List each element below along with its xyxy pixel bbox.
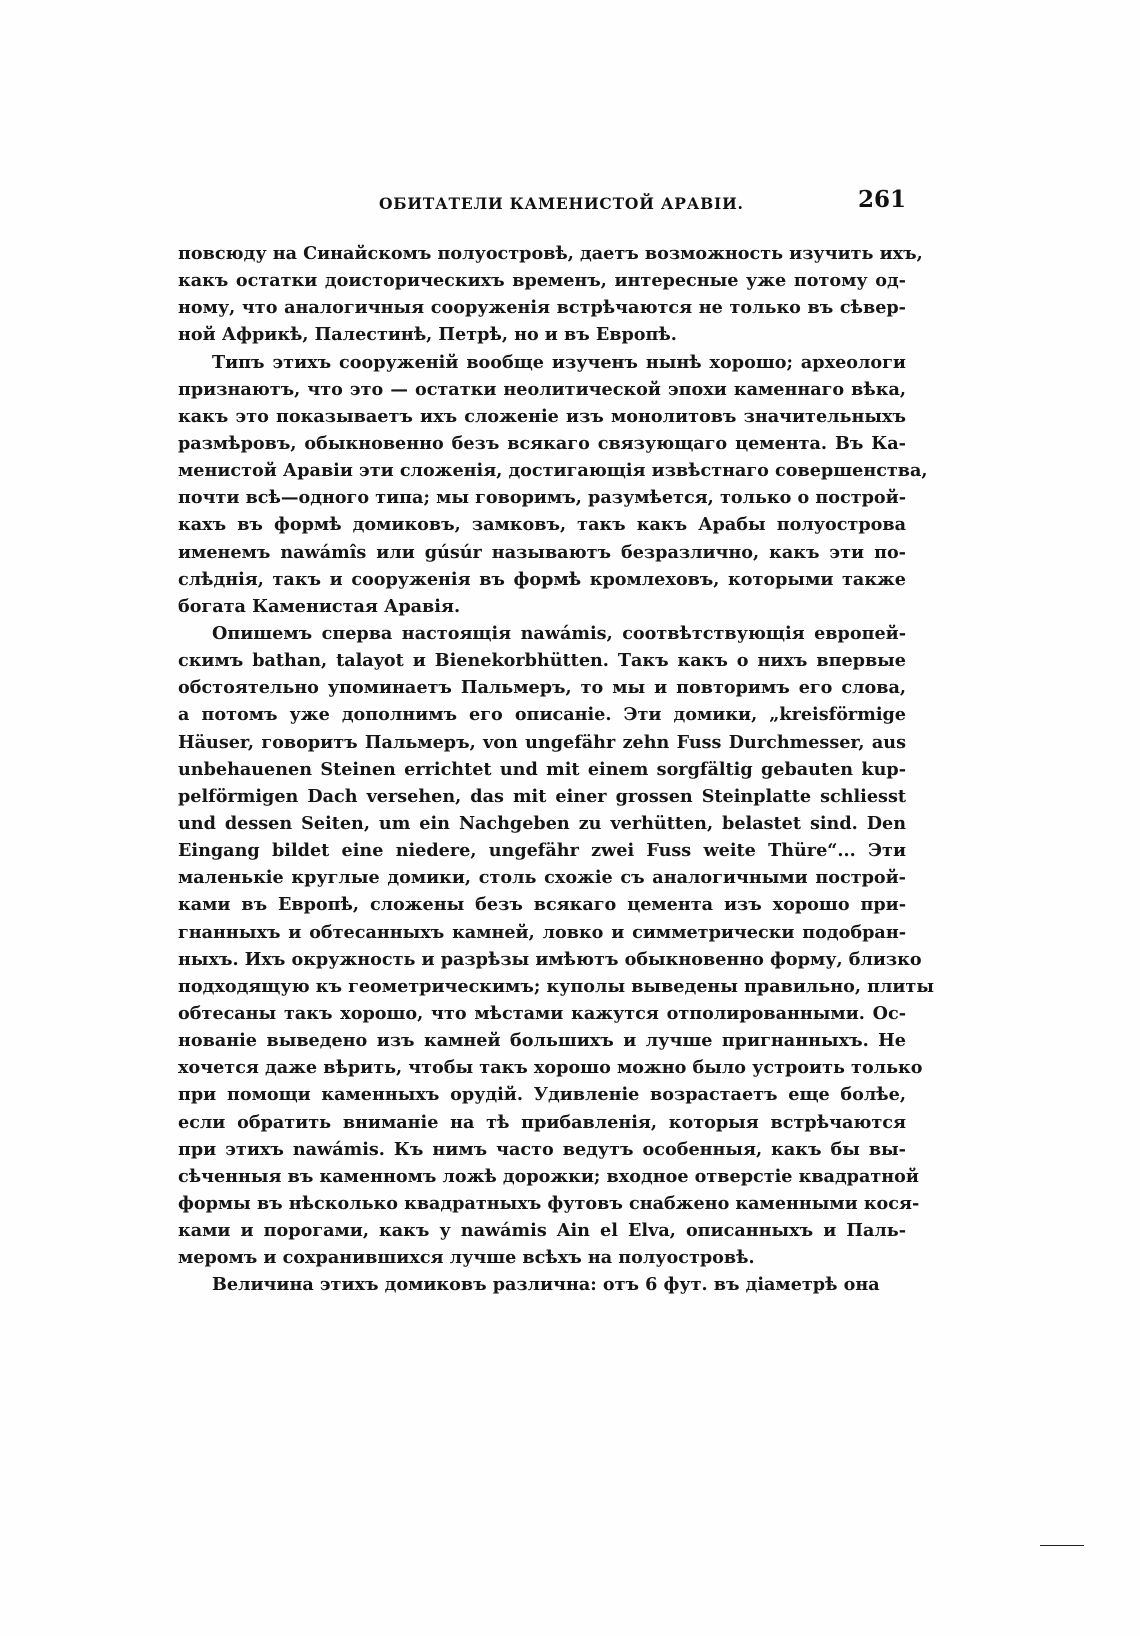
text-line: ному, что аналогичныя сооруженія встрѣчаются не только въ сѣвер- bbox=[178, 297, 906, 319]
text-line: подходящую къ геометрическимъ; куполы выведены правильно, плиты bbox=[178, 975, 934, 997]
text-line: формы въ нѣсколько квадратныхъ футовъ снабжено каменными кося- bbox=[178, 1192, 920, 1214]
text-line: слѣднія, такъ и сооруженія въ формѣ кромлеховъ, которыми также bbox=[178, 568, 906, 590]
page-number: 261 bbox=[857, 186, 906, 213]
text-line: ками и порогами, какъ у nawámis Ain el Elva, описанныхъ и Паль- bbox=[178, 1220, 906, 1242]
text-line: скимъ bathan, talayot и Bienekorbhütten. Такъ какъ о нихъ впервые bbox=[178, 650, 906, 672]
text-line: Опишемъ сперва настоящія nawámis, соотвѣтствующія европей- bbox=[212, 622, 906, 644]
text-line: при помощи каменныхъ орудій. Удивленіе возрастаетъ еще болѣе, bbox=[178, 1084, 906, 1106]
text-line: повсюду на Синайскомъ полуостровѣ, даетъ возможность изучить ихъ, bbox=[178, 243, 923, 264]
text-line: при этихъ nawámis. Къ нимъ часто ведутъ особенныя, какъ бы вы- bbox=[178, 1138, 906, 1160]
text-line: гнанныхъ и обтесанныхъ камней, ловко и симметрически подобран- bbox=[178, 921, 906, 943]
text-line: какъ остатки доисторическихъ временъ, интересные уже потому од- bbox=[178, 270, 906, 292]
paragraph bbox=[178, 1271, 906, 1298]
paragraph bbox=[178, 349, 928, 620]
footer-rule bbox=[1040, 1545, 1084, 1546]
text-line: Häuser, говоритъ Пальмеръ, von ungefähr zehn Fuss Durchmesser, aus bbox=[178, 731, 906, 753]
text-line: меромъ и сохранившихся лучше всѣхъ на полуостровѣ. bbox=[178, 1247, 755, 1269]
page-header bbox=[178, 186, 906, 226]
text-line: менистой Аравіи эти сложенія, достигающія извѣстнаго совершенства, bbox=[178, 460, 928, 482]
text-line: а потомъ уже дополнимъ его описаніе. Эти домики, „kreisförmige bbox=[178, 704, 906, 726]
text-line: обстоятельно упоминаетъ Пальмеръ, то мы и повторимъ его слова, bbox=[178, 677, 906, 699]
text-line: размѣровъ, обыкновенно безъ всякаго связующаго цемента. Въ Ка- bbox=[178, 432, 906, 454]
text-line: ныхъ. Ихъ окружность и разрѣзы имѣютъ обыкновенно форму, близко bbox=[178, 948, 922, 970]
text-line: pelförmigen Dach versehen, das mit einer grossen Steinplatte schliesst bbox=[178, 785, 906, 807]
text-line: Типъ этихъ сооруженій вообще изученъ нынѣ хорошо; археологи bbox=[212, 351, 906, 373]
text-line: почти всѣ—одного типа; мы говоримъ, разумѣется, только о построй- bbox=[178, 487, 906, 509]
running-head: ОБИТАТЕЛИ КАМЕНИСТОЙ АРАВІИ. bbox=[379, 194, 744, 213]
text-line: und dessen Seiten, um ein Nachgeben zu verhütten, belastet sind. Den bbox=[178, 812, 906, 834]
text-line: хочется даже вѣрить, чтобы такъ хорошо можно было устроить только bbox=[178, 1057, 923, 1079]
text-line: богата Каменистая Аравія. bbox=[178, 595, 461, 617]
text-line: Величина этихъ домиковъ различна: отъ 6 фут. въ діаметрѣ она bbox=[212, 1274, 880, 1296]
text-line: маленькіе круглые домики, столь схожіе съ аналогичными построй- bbox=[178, 867, 906, 889]
paragraph bbox=[178, 620, 934, 1271]
text-line: обтесаны такъ хорошо, что мѣстами кажутся отполированными. Ос- bbox=[178, 1002, 906, 1024]
body-text bbox=[178, 240, 934, 1298]
text-line: ной Африкѣ, Палестинѣ, Петрѣ, но и въ Европѣ. bbox=[178, 324, 677, 346]
text-line: ками въ Европѣ, сложены безъ всякаго цемента изъ хорошо при- bbox=[178, 894, 906, 916]
text-line: нованіе выведено изъ камней большихъ и лучше пригнанныхъ. Не bbox=[178, 1030, 906, 1052]
text-line: если обратить вниманіе на тѣ прибавленія, которыя встрѣчаются bbox=[178, 1111, 906, 1133]
text-line: какъ это показываетъ ихъ сложеніе изъ монолитовъ значительныхъ bbox=[178, 405, 906, 427]
text-line: сѣченныя въ каменномъ ложѣ дорожки; входное отверстіе квадратной bbox=[178, 1165, 919, 1187]
text-line: кахъ въ формѣ домиковъ, замковъ, такъ какъ Арабы полуострова bbox=[178, 514, 906, 536]
text-line: Eingang bildet eine niedere, ungefähr zwei Fuss weite Thüre“... Эти bbox=[178, 840, 906, 862]
text-line: unbehauenen Steinen errichtet und mit einem sorgfältig gebauten kup- bbox=[178, 758, 906, 780]
paragraph bbox=[178, 240, 923, 349]
text-line: именемъ nawámîs или gúsúr называютъ безразлично, какъ эти по- bbox=[178, 541, 906, 563]
text-line: признаютъ, что это — остатки неолитической эпохи каменнаго вѣка, bbox=[178, 378, 906, 400]
